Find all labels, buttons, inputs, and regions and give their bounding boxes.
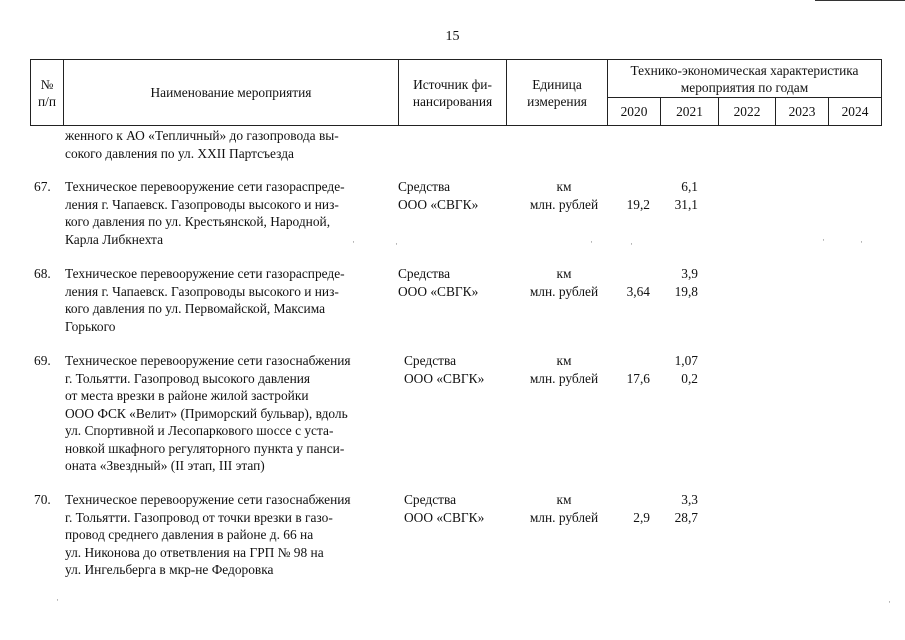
row-name-line: ления г. Чапаевск. Газопроводы высокого и низ- bbox=[65, 196, 339, 212]
row-unit-line: км bbox=[556, 353, 572, 368]
row-name-line: г. Тольятти. Газопровод высокого давления bbox=[65, 370, 311, 386]
table-header bbox=[30, 59, 882, 126]
header-tech-line2: мероприятия по годам bbox=[680, 79, 809, 95]
row-name-line: ления г. Чапаевск. Газопроводы высокого и низ- bbox=[65, 283, 339, 299]
row-source-line: Средства bbox=[404, 492, 457, 507]
row-name-line: кого давления по ул. Первомайской, Максима bbox=[65, 301, 326, 316]
row-name-line: Горького bbox=[65, 318, 116, 334]
header-year-2021: 2021 bbox=[661, 98, 719, 126]
row-number: 67. bbox=[34, 179, 51, 194]
row-name-line: кого давления по ул. Крестьянской, Народной, bbox=[65, 214, 331, 229]
row-name-line: г. Тольятти. Газопровод от точки врезки в газо- bbox=[65, 509, 333, 525]
header-unit-line1: Единица bbox=[532, 76, 582, 92]
page-number: 15 bbox=[445, 29, 460, 44]
scan-speck: · bbox=[888, 597, 891, 607]
row-name-line: от места врезки в районе жилой застройки bbox=[65, 388, 309, 403]
row-source bbox=[404, 352, 504, 387]
row-source bbox=[404, 491, 504, 526]
row-value-2021-line: 28,7 bbox=[674, 509, 698, 525]
scan-speck: · bbox=[630, 239, 633, 249]
row-name-line: Техническое перевооружение сети газоснабжения bbox=[65, 492, 351, 507]
row-source-line: Средства bbox=[398, 266, 451, 281]
row-unit-line: млн. рублей bbox=[529, 370, 599, 386]
row-value-2021 bbox=[656, 178, 698, 213]
header-num-line1: № bbox=[40, 76, 54, 92]
row-source bbox=[398, 265, 498, 300]
row-name bbox=[65, 491, 393, 579]
row-source bbox=[398, 178, 498, 213]
scan-speck: · bbox=[860, 237, 863, 247]
row-source-line: ООО «СВГК» bbox=[404, 509, 485, 525]
row-number: 68. bbox=[34, 266, 51, 281]
continuation-name bbox=[65, 127, 393, 162]
row-name-line: ул. Спортивной и Лесопаркового шоссе с уста- bbox=[65, 423, 334, 438]
header-num-line2: п/п bbox=[37, 93, 57, 109]
continuation-name-line: женного к АО «Тепличный» до газопровода вы- bbox=[65, 128, 339, 143]
row-name-line: провод среднего давления в районе д. 66 на bbox=[65, 527, 314, 542]
row-name-line: Карла Либкнехта bbox=[65, 231, 164, 247]
continuation-name-line: сокого давления по ул. XXII Партсъезда bbox=[65, 145, 294, 161]
scan-speck: · bbox=[590, 237, 593, 247]
row-value-2021-line: 19,8 bbox=[674, 283, 698, 299]
row-value-2021 bbox=[656, 491, 698, 526]
scan-edge-line bbox=[815, 0, 905, 1]
header-num bbox=[31, 60, 64, 126]
row-number: 69. bbox=[34, 353, 51, 368]
row-name-line: Техническое перевооружение сети газораспреде- bbox=[65, 266, 345, 281]
row-value-2021-line: 1,07 bbox=[674, 353, 698, 368]
row-unit-line: км bbox=[556, 492, 572, 507]
header-year-2024: 2024 bbox=[829, 98, 882, 126]
scan-speck: · bbox=[395, 239, 398, 249]
row-value-2020: 3,64 bbox=[626, 283, 650, 299]
header-year-2022: 2022 bbox=[719, 98, 776, 126]
header-unit-line2: измерения bbox=[527, 93, 587, 109]
row-value-2021-line: 0,2 bbox=[681, 370, 698, 386]
header-tech-line1: Технико-экономическая характеристика bbox=[630, 62, 859, 78]
scan-speck: · bbox=[352, 237, 355, 247]
row-name-line: оната «Звездный» (II этап, III этап) bbox=[65, 458, 265, 473]
row-source-line: ООО «СВГК» bbox=[398, 196, 479, 212]
header-unit bbox=[507, 60, 608, 126]
row-value-2020: 19,2 bbox=[626, 196, 650, 212]
row-unit-line: млн. рублей bbox=[529, 196, 599, 212]
row-name bbox=[65, 352, 393, 475]
row-value-2021-line: 3,9 bbox=[681, 266, 698, 281]
row-source-line: ООО «СВГК» bbox=[398, 283, 479, 299]
row-number: 70. bbox=[34, 492, 51, 507]
row-unit-line: млн. рублей bbox=[529, 509, 599, 525]
row-value-2021 bbox=[656, 352, 698, 387]
row-value-2020: 17,6 bbox=[626, 370, 650, 386]
row-name-line: ул. Никонова до ответвления на ГРП № 98 на bbox=[65, 544, 324, 560]
row-value-2021-line: 3,3 bbox=[681, 492, 698, 507]
row-name-line: Техническое перевооружение сети газоснабжения bbox=[65, 353, 351, 368]
header-source-line1: Источник фи- bbox=[413, 76, 492, 92]
row-value-2020: 2,9 bbox=[633, 509, 650, 525]
scan-speck: · bbox=[56, 595, 59, 605]
row-source-line: ООО «СВГК» bbox=[404, 370, 485, 386]
row-value-2021 bbox=[656, 265, 698, 300]
header-tech bbox=[608, 60, 882, 98]
row-source-line: Средства bbox=[404, 353, 457, 368]
row-name-line: новкой шкафного регуляторного пункта у панси- bbox=[65, 440, 345, 456]
row-name-line: ул. Ингельберга в мкр-не Федоровка bbox=[65, 562, 274, 577]
header-source bbox=[399, 60, 507, 126]
row-unit-line: млн. рублей bbox=[529, 283, 599, 299]
row-name-line: Техническое перевооружение сети газораспреде- bbox=[65, 179, 345, 194]
header-name: Наименование мероприятия bbox=[64, 60, 399, 126]
row-name bbox=[65, 178, 393, 248]
row-value-2021-line: 6,1 bbox=[681, 179, 698, 194]
row-value-2021-line: 31,1 bbox=[674, 196, 698, 212]
header-year-2023: 2023 bbox=[776, 98, 829, 126]
header-source-line2: нансирования bbox=[412, 93, 493, 109]
row-name-line: ООО ФСК «Велит» (Приморский бульвар), вдоль bbox=[65, 405, 348, 421]
row-unit-line: км bbox=[556, 179, 572, 194]
header-year-2020: 2020 bbox=[608, 98, 661, 126]
row-unit-line: км bbox=[556, 266, 572, 281]
scan-speck: · bbox=[822, 235, 825, 245]
row-name bbox=[65, 265, 393, 335]
row-source-line: Средства bbox=[398, 179, 451, 194]
